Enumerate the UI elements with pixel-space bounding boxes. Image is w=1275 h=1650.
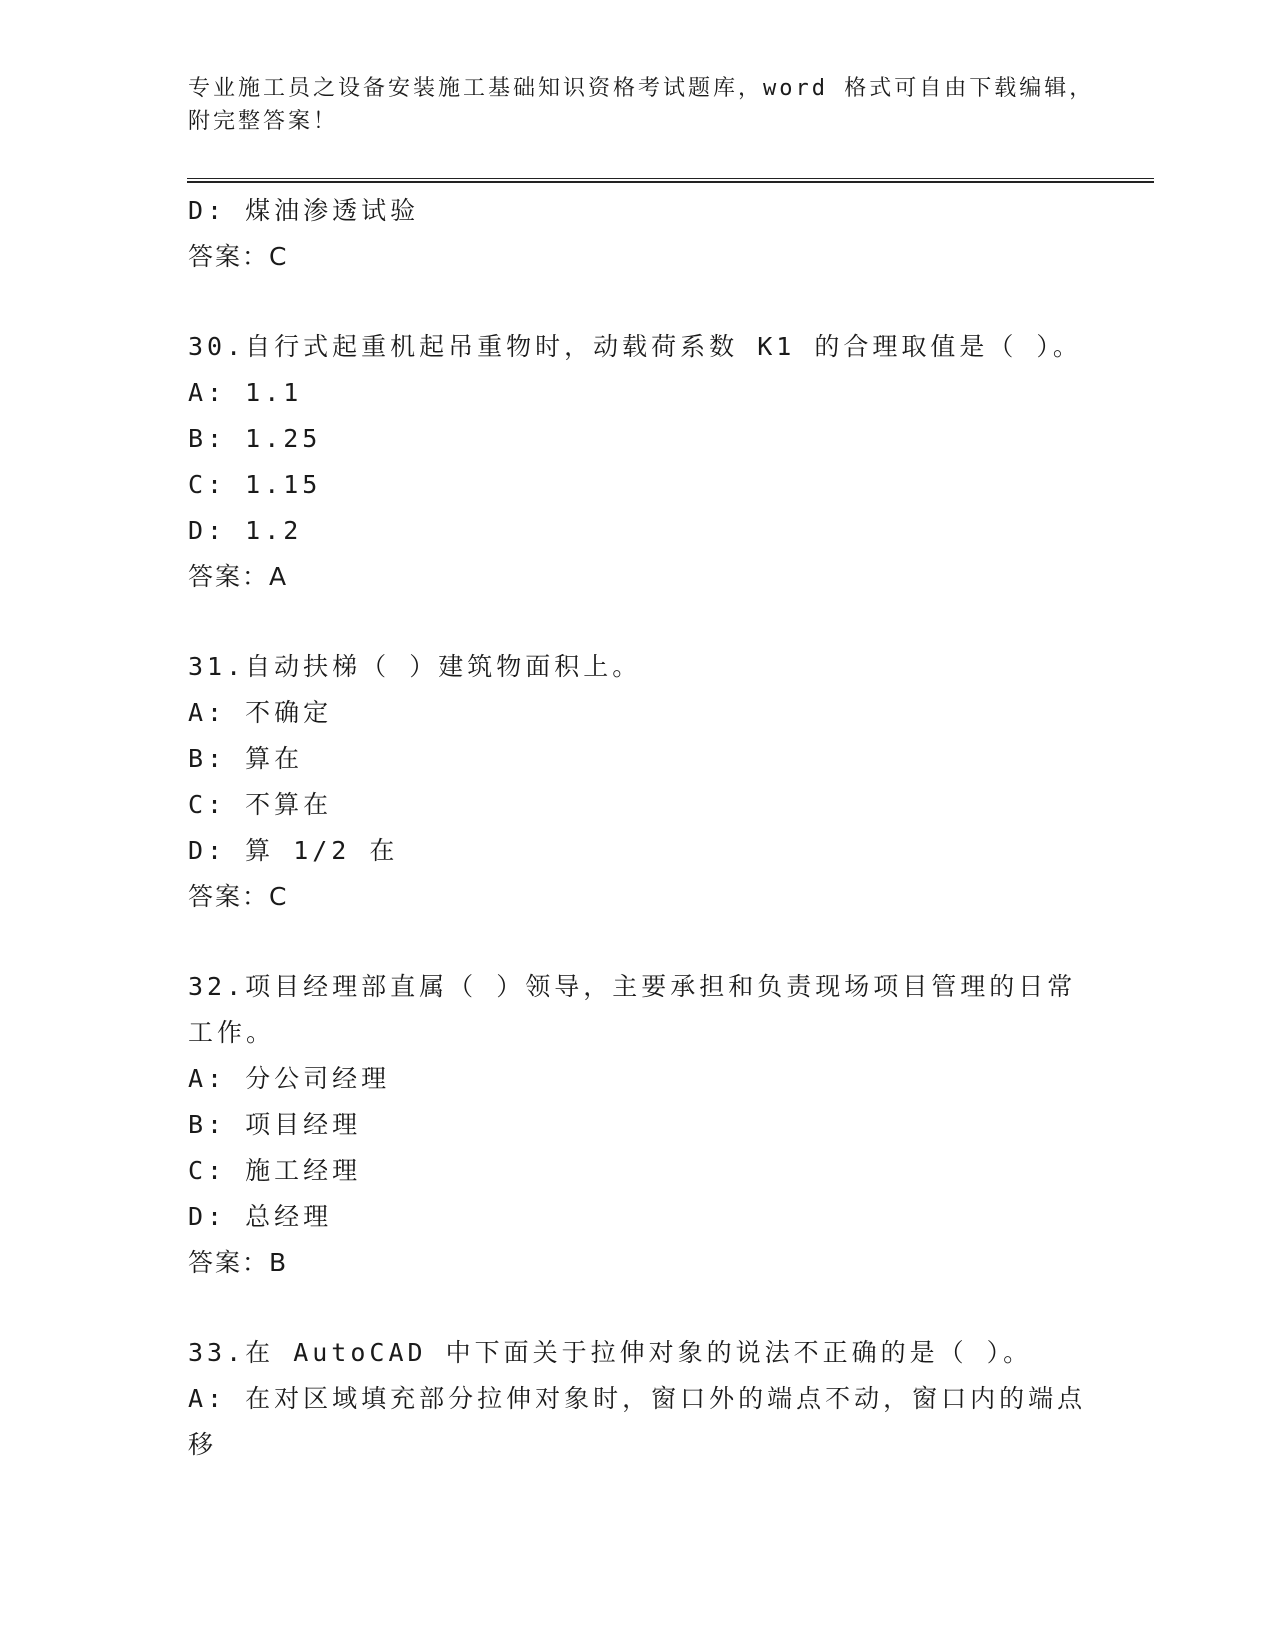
q32-stem-line-1: 32.项目经理部直属（ ）领导，主要承担和负责现场项目管理的日常 [188, 972, 1077, 1001]
q30-option-a: A: 1.1 [188, 378, 303, 407]
q31-stem: 31.自动扶梯（ ）建筑物面积上。 [188, 652, 642, 681]
header-line-1: 专业施工员之设备安装施工基础知识资格考试题库，word 格式可自由下载编辑， [188, 76, 1095, 101]
q32-option-c: C: 施工经理 [188, 1156, 362, 1185]
q32-option-d: D: 总经理 [188, 1202, 333, 1231]
q30-stem: 30.自行式起重机起吊重物时，动载荷系数 K1 的合理取值是（ ）。 [188, 332, 1082, 361]
spacer [188, 920, 1088, 964]
q31-answer: 答案：C [188, 882, 289, 911]
q33-stem: 33.在 AutoCAD 中下面关于拉伸对象的说法不正确的是（ ）。 [188, 1338, 1033, 1367]
q31-option-d: D: 算 1/2 在 [188, 836, 399, 865]
q31-option-b: B: 算在 [188, 744, 304, 773]
q31-option-c: C: 不算在 [188, 790, 333, 819]
q32-answer: 答案：B [188, 1248, 289, 1277]
q32-option-a: A: 分公司经理 [188, 1064, 391, 1093]
prev-answer: 答案：C [188, 242, 289, 271]
prev-option-d: D: 煤油渗透试验 [188, 196, 420, 225]
q33-option-a-line-1: A: 在对区域填充部分拉伸对象时，窗口外的端点不动，窗口内的端点 [188, 1384, 1087, 1413]
q30-option-d: D: 1.2 [188, 516, 303, 545]
question-list [188, 188, 1088, 1468]
header-divider [187, 178, 1154, 183]
spacer [188, 280, 1088, 324]
q30-option-c: C: 1.15 [188, 470, 322, 499]
header-line-2: 附完整答案！ [188, 109, 339, 134]
spacer [188, 600, 1088, 644]
q30-answer: 答案：A [188, 562, 289, 591]
q31-option-a: A: 不确定 [188, 698, 333, 727]
document-header [188, 72, 1095, 138]
q32-stem-line-2: 工作。 [188, 1018, 276, 1047]
q33-option-a-line-2: 移 [188, 1430, 218, 1459]
q30-option-b: B: 1.25 [188, 424, 322, 453]
q32-option-b: B: 项目经理 [188, 1110, 362, 1139]
spacer [188, 1286, 1088, 1330]
